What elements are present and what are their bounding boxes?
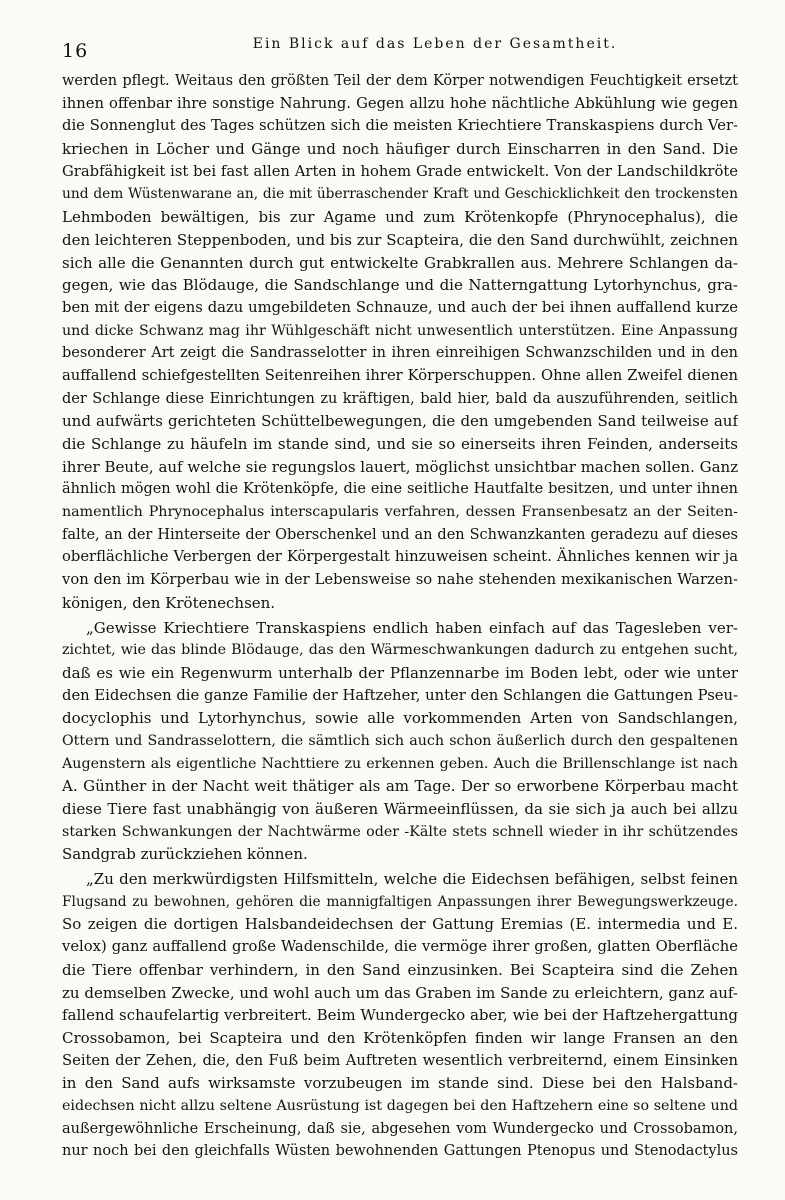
text-line: werden pflegt. Weitaus den größten Teil der dem Körper notwendigen Feuchtigkeit ersetzt (62, 73, 738, 89)
text-line: „Zu den merkwürdigsten Hilfsmitteln, welche die Eidechsen befähigen, selbst feinen (86, 870, 738, 889)
text-line: diese Tiere fast unabhängig von äußeren Wärmeeinflüssen, da sie sich ja auch bei allzu (62, 800, 738, 818)
running-head: Ein Blick auf das Leben der Gesamtheit. (252, 36, 618, 52)
text-line: Grabfähigkeit ist bei fast allen Arten in hohem Grade entwickelt. Von der Landschildkröte (62, 162, 738, 180)
text-line: die Tiere offenbar verhindern, in den Sand einzusinken. Bei Scapteira sind die Zehen (62, 960, 738, 979)
text-line: ähnlich mögen wohl die Krötenköpfe, die eine seitliche Hautfalte besitzen, und unter ihnen (62, 481, 738, 498)
text-line: und dem Wüstenwarane an, die mit überraschender Kraft und Geschicklichkeit den trockensten (62, 186, 738, 203)
body-text (62, 70, 738, 1163)
text-line: Seiten der Zehen, die, den Fuß beim Auftreten wesentlich verbreiternd, einem Einsinken (62, 1051, 738, 1069)
text-line: Ottern und Sandrasselottern, die sämtlich sich auch schon äußerlich durch den gespaltenen (62, 732, 738, 749)
text-line: eidechsen nicht allzu seltene Ausrüstung ist dagegen bei den Haftzehern eine so seltene und (62, 1097, 738, 1114)
text-line: ihrer Beute, auf welche sie regungslos lauert, möglichst unsichtbar machen sollen. Ganz (62, 457, 738, 476)
text-line: den Eidechsen die ganze Familie der Haftzeher, unter den Schlangen die Gattungen Pseu- (62, 686, 738, 704)
text-line: docyclophis und Lytorhynchus, sowie alle vorkommenden Arten von Sandschlangen, (62, 709, 738, 728)
text-line: ben mit der eigens dazu umgebildeten Schnauze, und auch der bei ihnen auffallend kurze (62, 298, 738, 316)
text-line: ihnen offenbar ihre sonstige Nahrung. Gegen allzu hohe nächtliche Abkühlung wie gegen (62, 94, 738, 112)
text-line: velox) ganz auffallend große Wadenschilde, die vermöge ihrer großen, glatten Oberfläche (62, 938, 738, 956)
text-line: Augenstern als eigentliche Nachttiere zu erkennen geben. Auch die Brillenschlange ist nach (62, 755, 738, 772)
text-line: zichtet, wie das blinde Blödauge, das den Wärmeschwankungen dadurch zu entgehen sucht, (62, 642, 738, 659)
text-line: sich alle die Genannten durch gut entwickelte Grabkrallen aus. Mehrere Schlangen da- (62, 253, 738, 272)
text-line: von den im Körperbau wie in der Lebensweise so nahe stehenden mexikanischen Warzen- (62, 571, 738, 589)
text-line: Sandgrab zurückziehen können. (62, 845, 308, 864)
text-line: die Schlange zu häufeln im stande sind, und sie so einerseits ihren Feinden, anderseits (62, 435, 738, 453)
text-line: gegen, wie das Blödauge, die Sandschlange und die Natterngattung Lytorhynchus, gra- (62, 276, 738, 295)
text-line: fallend schaufelartig verbreitert. Beim Wundergecko aber, wie bei der Haftzehergattung (62, 1006, 738, 1025)
text-line: zu demselben Zwecke, und wohl auch um das Graben im Sande zu erleichtern, ganz auf- (62, 983, 738, 1002)
text-line: die Sonnenglut des Tages schützen sich die meisten Kriechtiere Transkaspiens durch Ver- (62, 117, 738, 135)
text-line: A. Günther in der Nacht weit thätiger als am Tage. Der so erworbene Körperbau macht (62, 777, 738, 796)
text-line: nur noch bei den gleichfalls Wüsten bewohnenden Gattungen Ptenopus und Stenodactylus (62, 1143, 738, 1160)
text-line: daß es wie ein Regenwurm unterhalb der Pflanzennarbe im Boden lebt, oder wie unter (62, 663, 738, 682)
text-line: So zeigen die dortigen Halsbandeidechsen der Gattung Eremias (E. intermedia und E. (62, 915, 738, 934)
text-line: den leichteren Steppenboden, und bis zur Scapteira, die den Sand durchwühlt, zeichnen (62, 230, 738, 249)
page-number: 16 (62, 40, 89, 62)
text-line: der Schlange diese Einrichtungen zu kräftigen, bald hier, bald da auszuführenden, seitlich (62, 390, 738, 407)
text-line: Flugsand zu bewohnen, gehören die mannigfaltigen Anpassungen ihrer Bewegungswerkzeuge. (62, 893, 738, 910)
text-line: „Gewisse Kriechtiere Transkaspiens endlich haben einfach auf das Tagesleben ver- (86, 618, 738, 637)
text-line: in den Sand aufs wirksamste vorzubeugen im stande sind. Diese bei den Halsband- (62, 1074, 738, 1093)
text-line: oberflächliche Verbergen der Körpergestalt hinzuweisen scheint. Ähnliches kennen wir ja (62, 548, 738, 566)
text-line: außergewöhnliche Erscheinung, daß sie, abgesehen vom Wundergecko und Crossobamon, (62, 1120, 738, 1137)
text-line: und aufwärts gerichteten Schüttelbewegungen, die den umgebenden Sand teilweise auf (62, 412, 738, 431)
text-line: besonderer Art zeigt die Sandrasselotter in ihren einreihigen Schwanzschilden und in den (62, 345, 738, 362)
text-line: Lehmboden bewältigen, bis zur Agame und zum Krötenkopfe (Phrynocephalus), die (62, 208, 738, 227)
text-line: königen, den Krötenechsen. (62, 593, 276, 612)
text-line: starken Schwankungen der Nachtwärme oder -Kälte stets schnell wieder in ihr schützendes (62, 823, 738, 840)
text-line: namentlich Phrynocephalus interscapularis verfahren, dessen Fransenbesatz an der Seiten- (62, 504, 738, 521)
text-line: Crossobamon, bei Scapteira und den Krötenköpfen finden wir lange Fransen an den (62, 1028, 738, 1047)
text-line: kriechen in Löcher und Gänge und noch häufiger durch Einscharren in den Sand. Die (62, 140, 738, 159)
text-line: falte, an der Hinterseite der Oberschenkel und an den Schwanzkanten geradezu auf dieses (62, 526, 738, 543)
text-line: auffallend schiefgestellten Seitenreihen ihrer Körperschuppen. Ohne allen Zweifel dienen (62, 366, 738, 384)
text-line: und dicke Schwanz mag ihr Wühlgeschäft nicht unwesentlich unterstützen. Eine Anpassung (62, 322, 738, 339)
